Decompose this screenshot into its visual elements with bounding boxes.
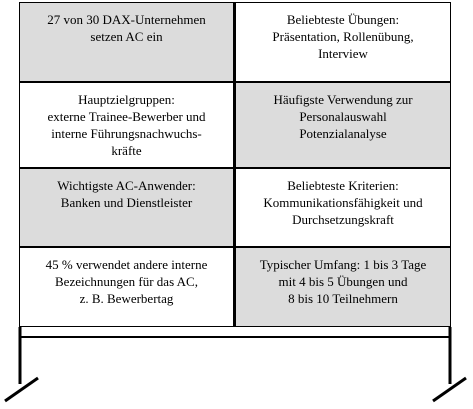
- cell-line: Typischer Umfang: 1 bis 3 Tage: [259, 257, 427, 273]
- cell-line: Häufigste Verwendung zur: [273, 91, 413, 107]
- cell-line: z. B. Bewerbertag: [79, 291, 174, 307]
- cell-line: Wichtigste AC-Anwender:: [57, 177, 196, 193]
- cell-line: externe Trainee-Bewerber und: [47, 108, 206, 124]
- cell-line: Kommunikationsfähigkeit und: [263, 194, 423, 210]
- cell-line: Beliebteste Kriterien:: [287, 177, 399, 193]
- cell-line: Hauptzielgruppen:: [78, 91, 175, 107]
- cell-line: setzen AC ein: [90, 29, 163, 44]
- cell-line: Bezeichnungen für das AC,: [55, 274, 198, 290]
- cell-line: Präsentation, Rollenübung,: [272, 29, 414, 44]
- cell-line: Banken und Dienstleister: [60, 194, 193, 210]
- cell-line: kräfte: [111, 142, 142, 158]
- cell-line: Personalauswahl: [299, 108, 387, 124]
- cell-line: 45 % verwendet andere interne: [45, 257, 208, 273]
- cell-line: 8 bis 10 Teilnehmern: [288, 291, 398, 307]
- cell-line: Interview: [318, 46, 368, 61]
- cell-line: Potenzialanalyse: [299, 125, 387, 141]
- cell-line: Beliebteste Übungen:: [286, 12, 400, 27]
- cell-line: Durchsetzungskraft: [292, 211, 394, 227]
- cell-line: mit 4 bis 5 Übungen und: [278, 274, 408, 290]
- cell-line: 27 von 30 DAX-Unternehmen: [47, 12, 206, 27]
- cell-line: interne Führungsnachwuchs-: [51, 125, 202, 141]
